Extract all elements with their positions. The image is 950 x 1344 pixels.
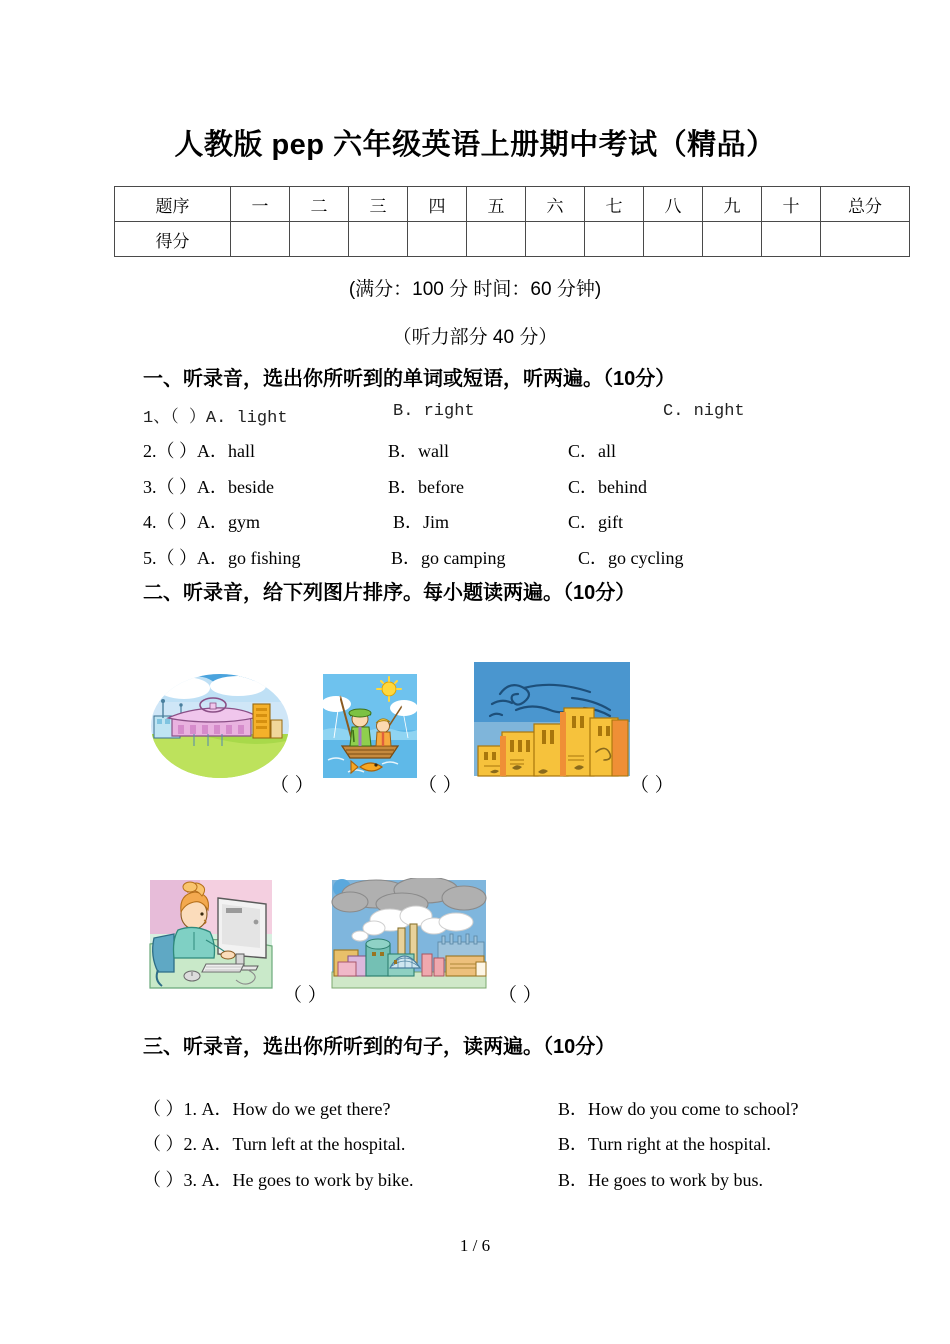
score-table-col-4: 四 [408, 187, 467, 222]
sentence-row-1 [143, 1095, 799, 1121]
sentence-3-option-a[interactable]: （ ）3. A．He goes to work by bike. [143, 1170, 414, 1190]
question-1-option-c[interactable]: C. night [663, 402, 745, 421]
score-table-total-header: 总分 [821, 187, 910, 222]
picture-1-answer-blank[interactable]: （ ） [270, 775, 315, 796]
table-row-header [115, 187, 910, 222]
woman-using-computer-picture [148, 878, 274, 990]
windy-city-picture [472, 660, 632, 778]
question-4-option-b[interactable]: B．Jim [393, 512, 450, 532]
score-cell-3[interactable] [349, 222, 408, 257]
score-table-col-8: 八 [644, 187, 703, 222]
score-cell-10[interactable] [762, 222, 821, 257]
table-row-scores [115, 222, 910, 257]
score-table-row-label-0: 题序 [115, 187, 231, 222]
question-1-option-b[interactable]: B. right [393, 402, 475, 421]
section-3-heading: 三、听录音，选出你所听到的句子，读两遍。（10分） [143, 1036, 616, 1058]
score-cell-8[interactable] [644, 222, 703, 257]
question-5-option-a[interactable]: A．go fishing [197, 548, 301, 568]
sentence-2-option-b[interactable]: B．Turn right at the hospital. [558, 1134, 771, 1154]
question-5-prefix: 5.（ ） [143, 548, 197, 568]
question-4-option-a[interactable]: A．gym [197, 512, 260, 532]
question-4-option-c[interactable]: C．gift [568, 512, 624, 532]
listening-part-line: （听力部分 40 分） [392, 327, 558, 348]
sentence-3-option-b[interactable]: B．He goes to work by bus. [558, 1170, 763, 1190]
score-table-col-3: 三 [349, 187, 408, 222]
section-2-heading: 二、听录音，给下列图片排序。每小题读两遍。（10分） [143, 582, 636, 604]
score-cell-4[interactable] [408, 222, 467, 257]
picture-4-answer-blank[interactable]: （ ） [283, 985, 328, 1006]
score-table-col-6: 六 [526, 187, 585, 222]
sentence-1-option-b[interactable]: B．How do you come to school? [558, 1099, 799, 1119]
sentence-row-3 [143, 1166, 763, 1192]
score-cell-total[interactable] [821, 222, 910, 257]
score-table-col-9: 九 [703, 187, 762, 222]
score-table-row-label-1: 得分 [115, 222, 231, 257]
score-table-col-1: 一 [231, 187, 290, 222]
score-cell-9[interactable] [703, 222, 762, 257]
question-3-prefix: 3.（ ） [143, 477, 197, 497]
question-1-option-a[interactable]: A. light [205, 409, 288, 428]
question-2-option-b[interactable]: B．wall [388, 441, 449, 461]
score-table-col-5: 五 [467, 187, 526, 222]
picture-5-answer-blank[interactable]: （ ） [498, 985, 543, 1006]
question-row-2 [143, 437, 903, 463]
score-table-col-7: 七 [585, 187, 644, 222]
score-cell-7[interactable] [585, 222, 644, 257]
question-5-option-c[interactable]: C．go cycling [578, 548, 684, 568]
question-2-prefix: 2.（ ） [143, 441, 197, 461]
science-museum-stadium-picture [150, 672, 290, 780]
page-number-footer: 1 / 6 [459, 1236, 491, 1255]
picture-2-answer-blank[interactable]: （ ） [418, 775, 463, 796]
section-1-heading: 一、听录音，选出你所听到的单词或短语，听两遍。（10分） [143, 368, 676, 390]
score-cell-2[interactable] [290, 222, 349, 257]
question-3-option-b[interactable]: B．before [388, 477, 464, 497]
go-fishing-picture [320, 672, 420, 780]
question-1-prefix: 1、（ ） [143, 409, 206, 428]
question-2-option-c[interactable]: C．all [568, 441, 616, 461]
question-5-option-b[interactable]: B．go camping [391, 548, 506, 568]
score-cell-1[interactable] [231, 222, 290, 257]
score-table [114, 186, 910, 257]
question-4-prefix: 4.（ ） [143, 512, 197, 532]
picture-3-answer-blank[interactable]: （ ） [630, 775, 675, 796]
sentence-2-option-a[interactable]: （ ）2. A．Turn left at the hospital. [143, 1134, 406, 1154]
sentence-row-2 [143, 1130, 771, 1156]
question-row-4 [143, 508, 903, 534]
sentence-1-option-a[interactable]: （ ）1. A．How do we get there? [143, 1099, 391, 1119]
question-row-5 [143, 544, 903, 570]
score-cell-6[interactable] [526, 222, 585, 257]
full-marks-line: (满分：100 分 时间：60 分钟) [348, 279, 602, 300]
question-3-option-a[interactable]: A．beside [197, 477, 274, 497]
question-2-option-a[interactable]: A．hall [197, 441, 255, 461]
page-title: 人教版 pep 六年级英语上册期中考试（精品） [174, 129, 776, 161]
score-table-col-10: 十 [762, 187, 821, 222]
score-table-col-2: 二 [290, 187, 349, 222]
score-cell-5[interactable] [467, 222, 526, 257]
question-row-1 [143, 402, 903, 428]
question-row-3 [143, 473, 903, 499]
factory-pollution-picture [330, 878, 488, 990]
question-3-option-c[interactable]: C．behind [568, 477, 647, 497]
